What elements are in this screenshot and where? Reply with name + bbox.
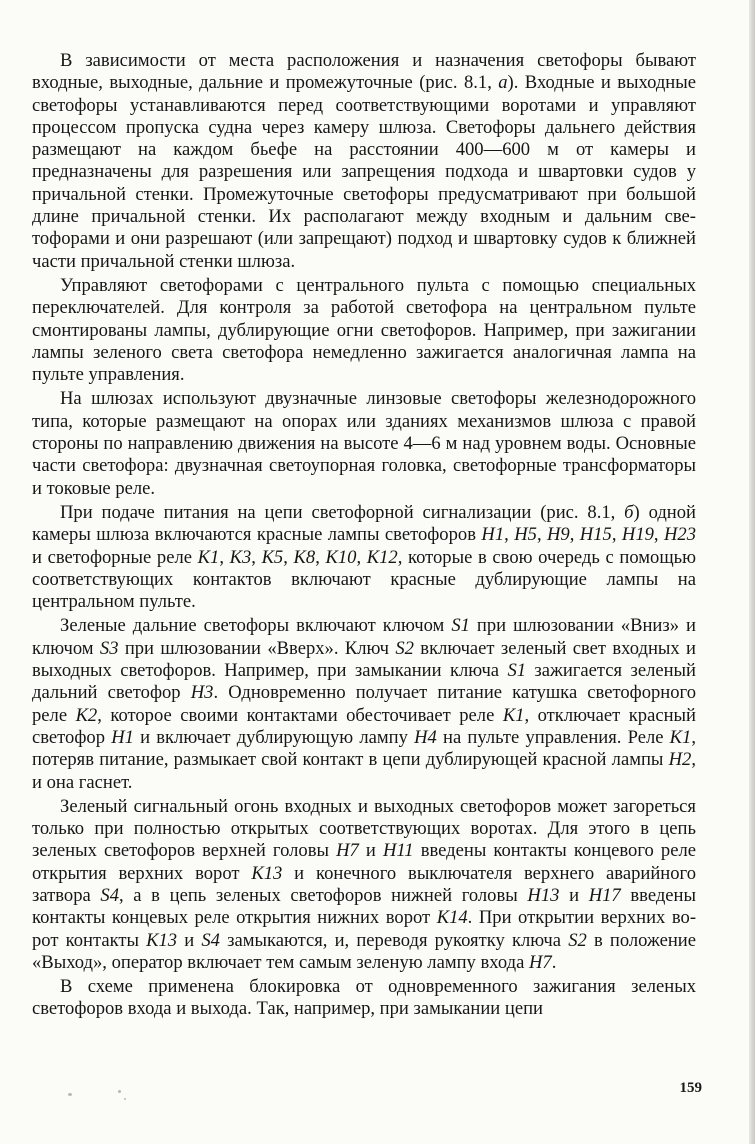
scan-speck (68, 1093, 72, 1096)
page-edge-shadow (749, 0, 755, 1144)
paragraph-6: Зеленый сигнальный огонь входных и выходных светофоров может загореться только при полностью открытых соответствующих воротах. Для этого в цепь зеленых светофоров верхней головы Н7 и Н11 введены контакты концевого реле открытия верхних ворот К13 и конечного выключателя верхнего аварийного затвора S4, а в цепь зеленых светофоров нижней головы Н13 и Н17 введены контакты концевых реле открытия нижних ворот К14. При открытии верхних ворот контакты К13 и S4 замыкаются, и, переводя рукоятку ключа S2 в положение «Выход», оператор включает тем самым зеленую лампу входа Н7. (32, 795, 697, 973)
paragraph-3: На шлюзах используют двузначные линзовые светофоры железнодорожного типа, которые размещают на опорах или зданиях механизмов шлюза с правой стороны по направлению движения на высоте 4—6 м над уровнем воды. Основные части светофора: двузначная светоупорная головка, светофорные трансформаторы и токовые реле. (32, 388, 696, 499)
scan-speck (118, 1090, 121, 1093)
paragraph-4: При подаче питания на цепи светофорной сигнализации (рис. 8.1, б) одной камеры шлюза включаются красные лампы светофоров Н1, Н5, Н9, Н15, Н19, Н23 и светофорные реле К1, К3, К5, К8, К10, К12, которые в свою очередь с помощью соответствующих контактов включают красные дублирующие лампы на центральном пульте. (32, 501, 697, 613)
body-text (32, 50, 696, 1023)
paragraph-7: В схеме применена блокировка от одновременного зажигания зеленых светофоров входа и выхода. Так, например, при замыкании цепи (32, 976, 696, 1020)
scan-speck (124, 1098, 126, 1100)
paragraph-2: Управляют светофорами с центрального пульта с помощью специальных переключателей. Для контроля за работой светофора на центральном пульте смонтированы лампы, дублирующие огни светофоров. Например, при зажигании лампы зеленого света светофора немедленно зажигается аналогичная лампа на пульте управления. (32, 274, 696, 386)
paragraph-1: В зависимости от места расположения и назначения светофоры бывают входные, выходные, дальние и промежуточные (рис. 8.1, а). Входные и выходные светофоры устанавливаются перед соответствующими воротами и управляют процессом пропуска судна через камеру шлюза. Светофоры дальнего действия размещают на каждом бьефе на расстоянии 400—600 м от камеры и предназначены для разрешения или запрещения подхода и швартовки судов у причальной стенки. Промежуточные светофоры предусматривают при большой длине причальной стенки. Их располагают между входным и дальним светофорами и они разрешают (или запрещают) подход и швартовку судов к ближней части причальной стенки шлюза. (32, 50, 696, 272)
paragraph-5: Зеленые дальние светофоры включают ключом S1 при шлюзовании «Вниз» и ключом S3 при шлюзовании «Вверх». Ключ S2 включает зеленый свет входных и выходных светофоров. Например, при замыкании ключа S1 зажигается зеленый дальний светофор Н3. Одновременно получает питание катушка светофорного реле К2, которое своими контактами обесточивает реле К1, отключает красный светофор Н1 и включает дублирующую лампу Н4 на пульте управления. Реле К1, потеряв питание, размыкает свой контакт в цепи дублирующей красной лампы Н2, и она гаснет. (32, 615, 696, 793)
page-number: 159 (679, 1080, 702, 1096)
